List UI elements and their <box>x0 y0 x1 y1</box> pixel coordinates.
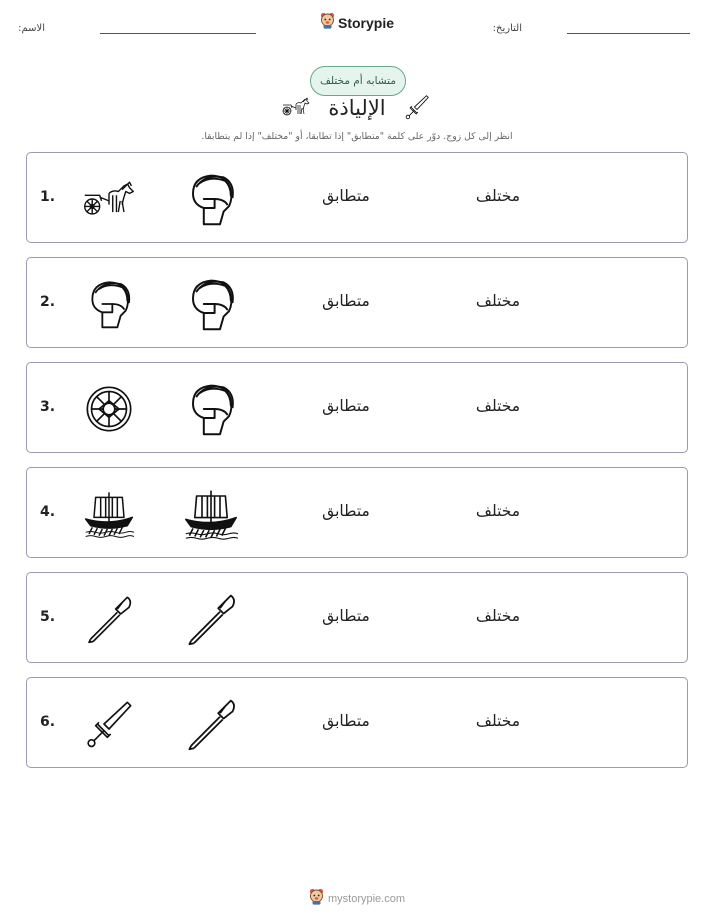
pair-row <box>26 152 688 243</box>
spear-icon <box>81 594 137 644</box>
sword-icon <box>404 92 430 122</box>
logo-text: Storypie <box>337 14 394 31</box>
same-option[interactable]: متطابق <box>322 607 370 625</box>
sword-icon <box>81 699 137 749</box>
logo <box>0 12 714 33</box>
ship-icon <box>183 487 239 541</box>
instructions: انظر إلى كل زوج. دوّر على كلمة "متطابق" إذا تطابقا، أو "مختلف" إذا لم يتطابقا. <box>201 131 513 142</box>
spear-icon <box>183 697 239 751</box>
row-number: 6. <box>40 714 56 730</box>
name-label: الاسم: <box>18 23 45 34</box>
spear-icon <box>183 592 239 646</box>
same-option[interactable]: متطابق <box>322 292 370 310</box>
same-option[interactable]: متطابق <box>322 712 370 730</box>
helmet-icon <box>183 277 239 331</box>
row-number: 4. <box>40 504 56 520</box>
footer-url[interactable]: mystorypie.com <box>327 892 406 905</box>
helmet-icon <box>183 382 239 436</box>
pair-row <box>26 362 688 453</box>
row-number: 1. <box>40 189 56 205</box>
different-option[interactable]: مختلف <box>475 712 521 730</box>
footer <box>0 888 714 909</box>
helmet-icon <box>183 172 239 226</box>
ship-icon <box>81 489 137 539</box>
different-option[interactable]: مختلف <box>475 187 521 205</box>
storypie-logo-icon <box>320 12 335 33</box>
different-option[interactable]: مختلف <box>475 397 521 415</box>
row-number: 5. <box>40 609 56 625</box>
worksheet-type-badge: متشابه أم مختلف <box>310 66 406 96</box>
different-option[interactable]: مختلف <box>475 607 521 625</box>
same-option[interactable]: متطابق <box>322 502 370 520</box>
date-line[interactable] <box>567 33 690 34</box>
chariot-icon <box>81 174 137 224</box>
page-title: الإلياذة <box>328 96 386 120</box>
date-label: التاريخ: <box>492 23 522 34</box>
different-option[interactable]: مختلف <box>475 502 521 520</box>
same-option[interactable]: متطابق <box>322 187 370 205</box>
row-number: 2. <box>40 294 56 310</box>
name-line[interactable] <box>100 33 256 34</box>
same-option[interactable]: متطابق <box>322 397 370 415</box>
helmet-icon <box>81 279 137 329</box>
pair-row <box>26 257 688 348</box>
pair-row <box>26 467 688 558</box>
pair-row <box>26 572 688 663</box>
row-number: 3. <box>40 399 56 415</box>
shield-icon <box>81 384 137 434</box>
different-option[interactable]: مختلف <box>475 292 521 310</box>
pair-row <box>26 677 688 768</box>
storypie-footer-icon <box>309 888 324 909</box>
